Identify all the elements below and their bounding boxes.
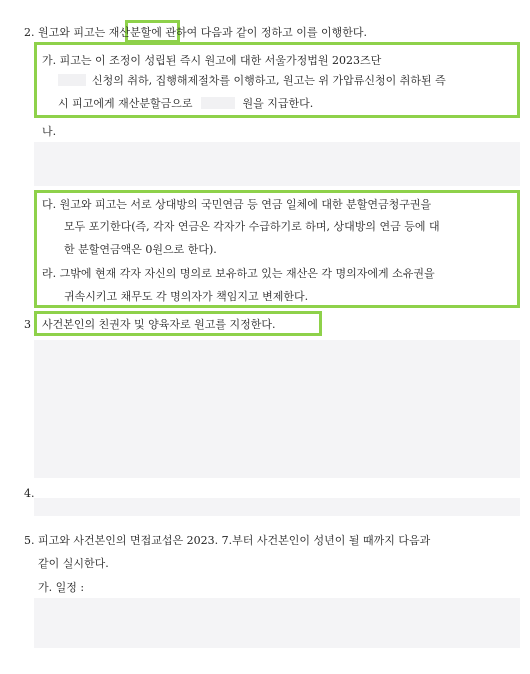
redacted-block-s3 xyxy=(34,340,520,478)
section-2-heading xyxy=(24,25,367,40)
clause-ra-line-2: 귀속시키고 채무도 각 명의자가 책임지고 변제한다. xyxy=(64,290,309,303)
section-5-line-1: 5. 피고와 사건본인의 면접교섭은 2023. 7.부터 사건본인이 성년이 될 때까지 다음과 xyxy=(24,534,431,547)
section-2-lead-prefix: 2. 원고와 피고는 xyxy=(24,26,109,39)
section-2-lead-suffix: 에 관하여 다음과 같이 정하고 이를 이행한다. xyxy=(151,26,368,39)
redacted-block-na xyxy=(34,142,520,186)
clause-na-label: 나. xyxy=(42,125,57,138)
section-4-number: 4. xyxy=(24,487,35,500)
clause-ga-line-2 xyxy=(58,73,446,88)
clause-da-line-1: 다. 원고와 피고는 서로 상대방의 국민연금 등 연금 일체에 대한 분할연금청구권을 xyxy=(42,198,432,211)
section-3-text: 사건본인의 친권자 및 양육자로 원고를 지정한다. xyxy=(42,318,276,331)
section-2-lead-highlight: 재산분할 xyxy=(108,26,152,39)
clause-ga-line-3b: 원을 지급한다. xyxy=(242,97,314,110)
section-5-line-2: 같이 실시한다. xyxy=(38,557,109,570)
clause-ra-line-1: 라. 그밖에 현재 각자 자신의 명의로 보유하고 있는 재산은 각 명의자에게 소유권을 xyxy=(42,267,435,280)
clause-ga-line-3a: 시 피고에게 재산분할금으로 xyxy=(58,97,193,110)
redaction-mark xyxy=(201,97,235,109)
redacted-block-s4 xyxy=(34,498,520,516)
redacted-block-s5 xyxy=(34,598,520,648)
clause-ga-line-3 xyxy=(58,96,313,111)
clause-ga-line-1: 가. 피고는 이 조정이 성립된 즉시 원고에 대한 서울가정법원 2023즈단 xyxy=(42,54,382,67)
clause-ga-line-2-text: 신청의 취하, 집행해제절차를 이행하고, 원고는 위 가압류신청이 취하된 즉 xyxy=(92,74,446,87)
redaction-mark xyxy=(58,74,86,86)
clause-da-line-2: 모두 포기한다(즉, 각자 연금은 각자가 수급하기로 하며, 상대방의 연금 등에 대 xyxy=(64,220,440,233)
clause-da-line-3: 한 분할연금액은 0원으로 한다). xyxy=(64,243,217,256)
section-3-number: 3 xyxy=(24,318,31,331)
section-5-item-ga: 가. 일정 : xyxy=(38,581,85,594)
